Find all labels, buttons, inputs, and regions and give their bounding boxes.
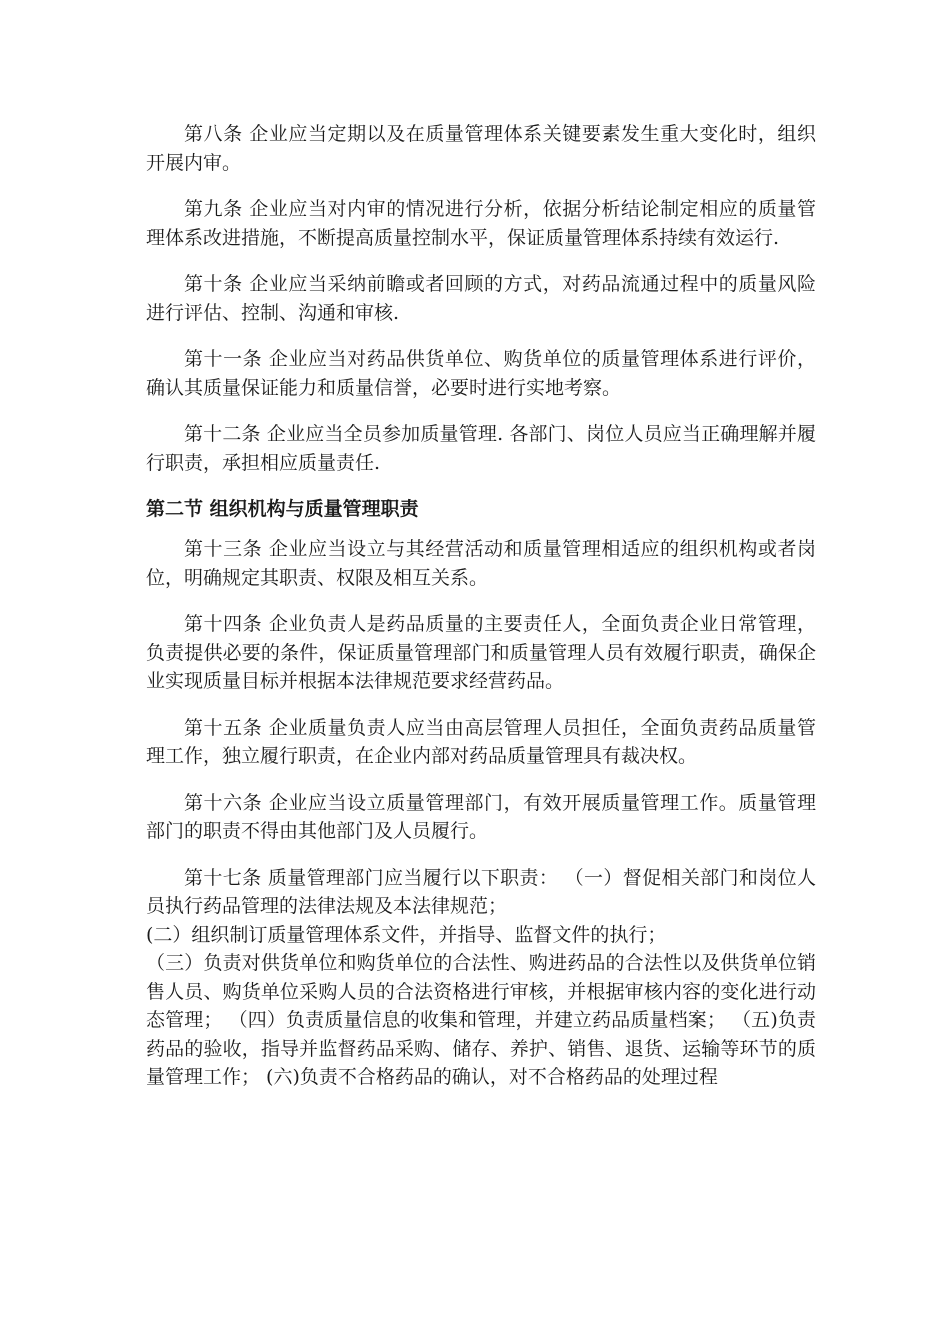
article-9: 第九条 企业应当对内审的情况进行分析，依据分析结论制定相应的质量管理体系改进措施，不断提高质量控制水平，保证质量管理体系持续有效运行.	[146, 198, 816, 249]
article-17-intro: 第十七条 质量管理部门应当履行以下职责： （一）督促相关部门和岗位人员执行药品管理的法律法规及本法律规范；	[146, 866, 816, 917]
section-heading: 第二节 组织机构与质量管理职责	[146, 498, 419, 520]
article-17-items-3-6: （三）负责对供货单位和购货单位的合法性、购进药品的合法性以及供货单位销售人员、购货单位采购人员的合法资格进行审核，并根据审核内容的变化进行动态管理； （四）负责质量信息的收集和管理，并建立药品质量档案； （五)负责药品的验收，指导并监督药品采购、储存、养护、销售、退货、运输等环节的质量管理工作； (六)负责不合格药品的确认，对不合格药品的处理过程	[146, 952, 816, 1088]
article-10: 第十条 企业应当采纳前瞻或者回顾的方式，对药品流通过程中的质量风险进行评估、控制、沟通和审核.	[146, 273, 816, 324]
article-15: 第十五条 企业质量负责人应当由高层管理人员担任，全面负责药品质量管理工作，独立履行职责，在企业内部对药品质量管理具有裁决权。	[146, 716, 816, 767]
article-12: 第十二条 企业应当全员参加质量管理. 各部门、岗位人员应当正确理解并履行职责，承担相应质量责任.	[146, 423, 816, 474]
article-11: 第十一条 企业应当对药品供货单位、购货单位的质量管理体系进行评价，确认其质量保证能力和质量信誉，必要时进行实地考察。	[146, 348, 816, 399]
document-page	[146, 120, 816, 1092]
article-17-item-2: (二）组织制订质量管理体系文件，并指导、监督文件的执行；	[146, 923, 667, 946]
article-13: 第十三条 企业应当设立与其经营活动和质量管理相适应的组织机构或者岗位，明确规定其职责、权限及相互关系。	[146, 538, 816, 589]
article-14: 第十四条 企业负责人是药品质量的主要责任人，全面负责企业日常管理，负责提供必要的条件，保证质量管理部门和质量管理人员有效履行职责，确保企业实现质量目标并根据本法律规范要求经营药品。	[146, 613, 816, 692]
article-16: 第十六条 企业应当设立质量管理部门，有效开展质量管理工作。质量管理部门的职责不得由其他部门及人员履行。	[146, 791, 816, 842]
article-8: 第八条 企业应当定期以及在质量管理体系关键要素发生重大变化时，组织开展内审。	[146, 123, 816, 174]
